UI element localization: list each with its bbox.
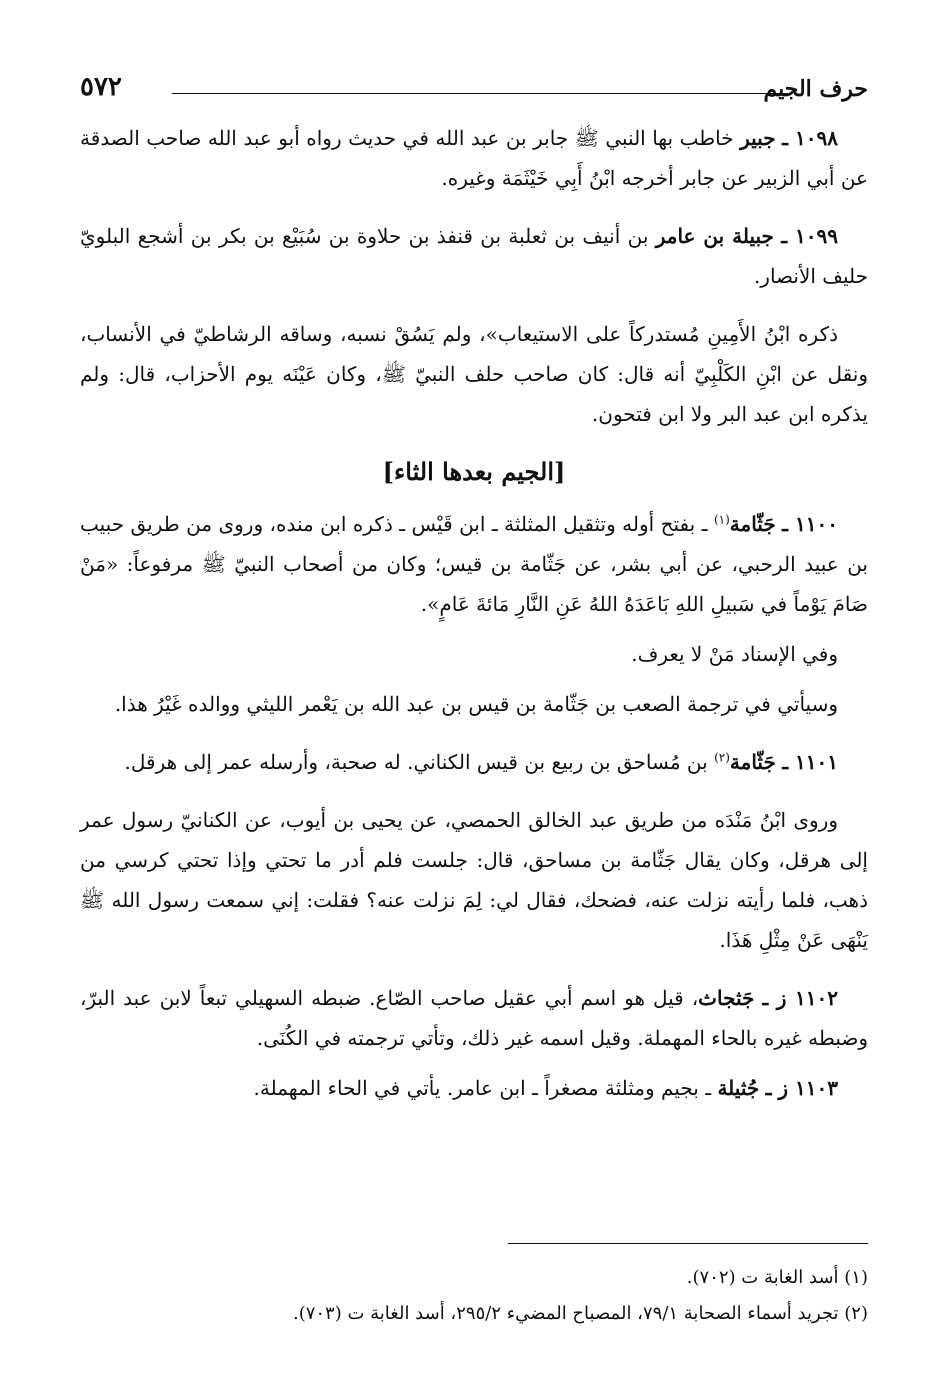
entry-1101-continuation: وروى ابْنُ مَنْدَه من طريق عبد الخالق الحمصي، عن يحيى بن أيوب، عن الكنانيّ رسول عمر إلى هرقل، وكان يقال جَثّامة بن مساحق، قال: جلست فلم أدر ما تحتي وإذا تحتي كرسي من ذهب، فلما رأيته نزلت عنه، فضحك، فقال لي: لِمَ نزلت عنه؟ فقلت: إني سمعت رسول الله ﷺ يَنْهَى عَنْ مِثْلِ هَذَا. — [80, 808, 868, 952]
section-heading: [الجيم بعدها الثاء] — [382, 457, 566, 486]
entry-1098 — [80, 118, 868, 198]
entry-text: بن أنيف بن ثعلبة بن قنفذ بن حلاوة بن سُبَيْع بن بكر بن أشجع البلويّ حليف الأنصار. — [80, 224, 868, 288]
page-number: ٥٧٢ — [80, 72, 122, 102]
footnote-ref: (٢) — [714, 750, 730, 765]
entry-name: جَثّامة — [729, 512, 776, 536]
footnote-2: (٢) تجريد أسماء الصحابة ٧٩/١، المصباح المضيء ٢٩٥/٢، أسد الغابة ت (٧٠٣). — [292, 1303, 868, 1324]
entry-number: ١٠٩٩ ـ — [781, 224, 839, 248]
footnote-ref: (١) — [713, 512, 730, 527]
entry-1102 — [80, 978, 868, 1058]
entry-name: جبيلة بن عامر — [655, 224, 774, 248]
entry-number: ١١٠٢ ز ـ — [762, 986, 838, 1010]
entry-name: جَثجاث — [698, 986, 755, 1010]
entry-name: جَثّامة — [729, 750, 776, 774]
footnote-rule — [508, 1243, 868, 1244]
entry-1101 — [80, 742, 868, 782]
entry-number: ١١٠١ ـ — [782, 750, 838, 774]
entry-text: ـ بفتح أوله وتثقيل المثلثة ـ ابن قَيْس ـ ذكره ابن منده، وروى من طريق حبيب بن عبيد الرحبي، عن أبي بشر، عن جَثّامة بن قيس؛ وكان من أصحاب النبيّ ﷺ مرفوعاً: «مَنْ صَامَ يَوْماً في سَبيلِ اللهِ بَاعَدَهُ اللهُ عَنِ النَّارِ مَائةَ عَامٍ». — [80, 512, 868, 616]
entry-1100-continuation: وسيأتي في ترجمة الصعب بن جَثّامة بن قيس بن عبد الله بن يَعْمر الليثي ووالده غَيْرُ هذا. — [114, 692, 838, 716]
entry-1099 — [80, 216, 868, 296]
entry-number: ١١٠٣ ز ـ — [765, 1076, 838, 1100]
entry-text: ، قيل هو اسم أبي عقيل صاحب الصّاع. ضبطه السهيلي تبعاً لابن عبد البرّ، وضبطه غيره بالحاء المهملة. وقيل اسمه غير ذلك، وتأتي ترجمته في الكُنَى. — [80, 986, 868, 1050]
running-title: حرف الجيم — [763, 76, 868, 102]
footnote-1: (١) أسد الغابة ت (٧٠٢). — [686, 1267, 868, 1288]
header-rule — [172, 93, 788, 94]
entry-1103 — [80, 1068, 868, 1108]
entry-text: بن مُساحق بن ربيع بن قيس الكناني. له صحبة، وأرسله عمر إلى هرقل. — [124, 750, 715, 774]
entry-text: خاطب بها النبي ﷺ جابر بن عبد الله في حديث رواه أبو عبد الله صاحب الصدقة عن أبي الزبير عن جابر أخرجه ابْنُ أَبِي خَيْثَمَة وغيره. — [80, 126, 868, 190]
entry-name: جبير — [740, 126, 776, 150]
entry-text: ـ بجيم ومثلثة مصغراً ـ ابن عامر. يأتي في الحاء المهملة. — [253, 1076, 718, 1100]
entry-name: جُثيلة — [717, 1076, 760, 1100]
main-text — [80, 118, 868, 1108]
entry-1100 — [80, 504, 868, 624]
entry-1100-note: وفي الإسناد مَنْ لا يعرف. — [631, 642, 838, 666]
entry-number: ١٠٩٨ ـ — [782, 126, 839, 150]
entry-1099-continuation: ذكره ابْنُ الأَمِينِ مُستدركاً على الاستيعاب»، ولم يَسُقْ نسبه، وساقه الرشاطيّ في الأنساب، ونقل عن ابْنِ الكَلْبِيّ أنه قال: كان صاحب حلف النبيّ ﷺ، وكان عَيْنَه يوم الأحزاب، قال: ولم يذكره ابن عبد البر ولا ابن فتحون. — [80, 322, 868, 426]
book-page — [80, 60, 868, 1360]
page-header — [80, 60, 868, 100]
entry-number: ١١٠٠ ـ — [782, 512, 839, 536]
footnotes — [80, 1260, 868, 1332]
